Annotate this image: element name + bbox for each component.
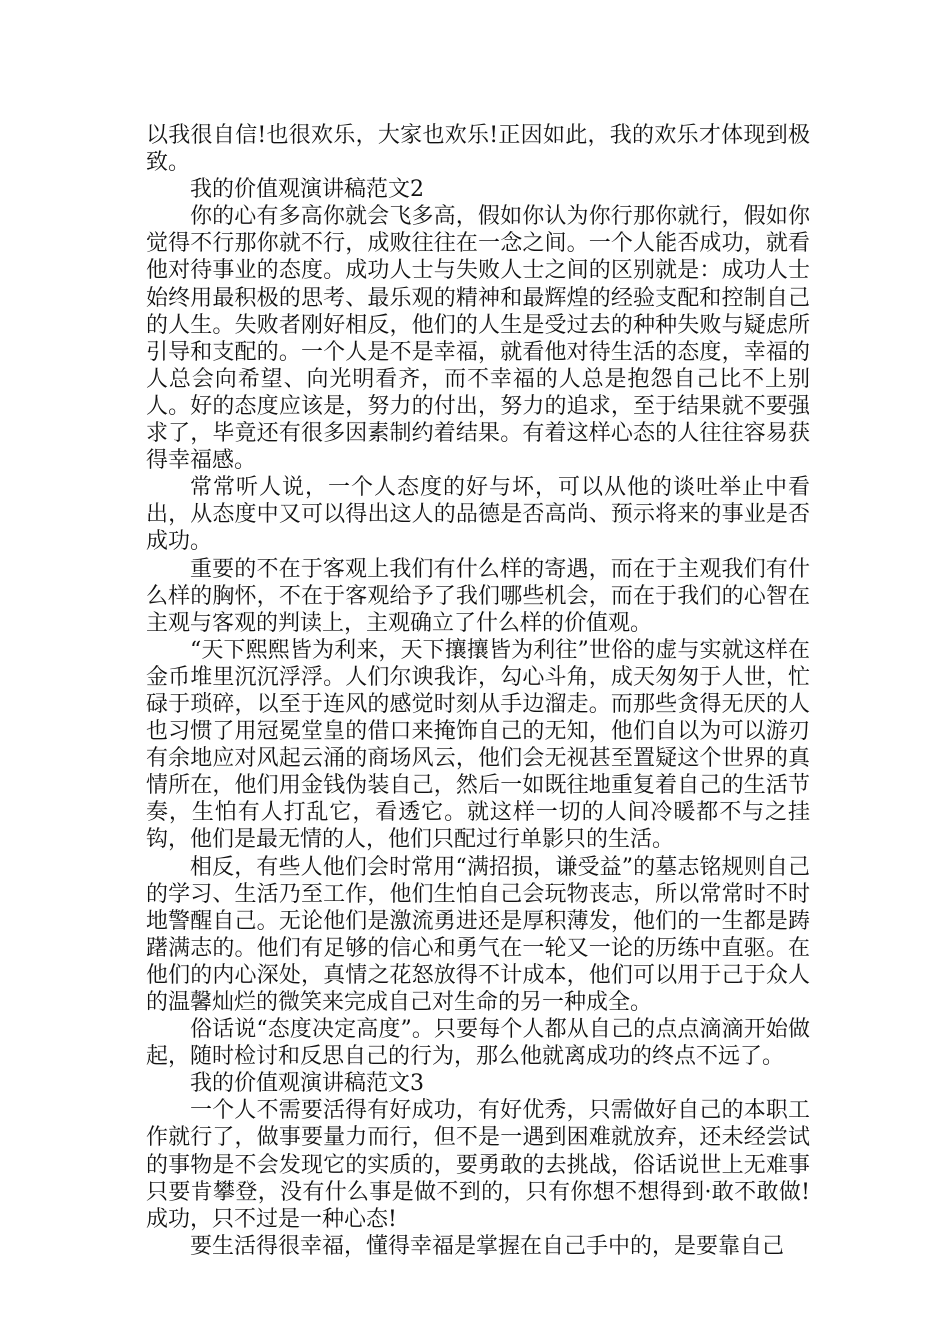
paragraph: 相反，有些人他们会时常用“满招损，谦受益”的墓志铭规则自己的学习、生活乃至工作，他们生怕自己会玩物丧志，所以常常时不时地警醒自己。无论他们是激流勇进还是厚积薄发，他们的一生都是踌躇满志的。他们有足够的信心和勇气在一轮又一论的历练中直驱。在他们的内心深处，真情之花怒放得不计成本，他们可以用于己于众人的温馨灿烂的微笑来完成自己对生命的另一种成全。 (146, 854, 810, 1015)
document-body (146, 122, 810, 1260)
paragraph-continued: 以我很自信!也很欢乐，大家也欢乐!正因如此，我的欢乐才体现到极致。 (146, 123, 810, 176)
paragraph: 要生活得很幸福，懂得幸福是掌握在自己手中的，是要靠自己 (190, 1233, 785, 1259)
paragraph: 常常听人说，一个人态度的好与坏，可以从他的谈吐举止中看出，从态度中又可以得出这人的品德是否高尚、预示将来的事业是否成功。 (146, 475, 810, 555)
paragraph: 一个人不需要活得有好成功，有好优秀，只需做好自己的本职工作就行了，做事要量力而行，但不是一遇到困难就放弃，还未经尝试的事物是不会发现它的实质的，要勇敢的去挑战，俗话说世上无难事只要肯攀登，没有什么事是做不到的，只有你想不想得到·敢不敢做!成功，只不过是一种心态! (146, 1098, 810, 1232)
section-heading: 我的价值观演讲稿范文2 (190, 177, 424, 203)
paragraph: “天下熙熙皆为利来，天下攘攘皆为利往”世俗的虚与实就这样在金币堆里沉沉浮浮。人们尔谀我诈，勾心斗角，成天匆匆于人世，忙碌于琐碎，以至于连风的感觉时刻从手边溜走。而那些贪得无厌的人也习惯了用冠冕堂皇的借口来掩饰自己的无知，他们自以为可以游刃有余地应对风起云涌的商场风云，他们会无视甚至置疑这个世界的真情所在，他们用金钱伪装自己，然后一如既往地重复着自己的生活节奏，生怕有人打乱它，看透它。就这样一切的人间冷暖都不与之挂钩，他们是最无情的人，他们只配过行单影只的生活。 (146, 637, 810, 853)
paragraph: 俗话说“态度决定高度”。只要每个人都从自己的点点滴滴开始做起，随时检讨和反思自己的行为，那么他就离成功的终点不远了。 (146, 1017, 810, 1070)
paragraph: 重要的不在于客观上我们有什么样的寄遇，而在于主观我们有什么样的胸怀，不在于客观给予了我们哪些机会，而在于我们的心智在主观与客观的判读上，主观确立了什么样的价值观。 (146, 556, 810, 636)
section-heading: 我的价值观演讲稿范文3 (190, 1071, 424, 1097)
paragraph: 你的心有多高你就会飞多高，假如你认为你行那你就行，假如你觉得不行那你就不行，成败往往在一念之间。一个人能否成功，就看他对待事业的态度。成功人士与失败人士之间的区别就是：成功人士始终用最积极的思考、最乐观的精神和最辉煌的经验支配和控制自己的人生。失败者刚好相反，他们的人生是受过去的种种失败与疑虑所引导和支配的。一个人是不是幸福，就看他对待生活的态度，幸福的人总会向希望、向光明看齐，而不幸福的人总是抱怨自己比不上别人。好的态度应该是，努力的付出，努力的追求，至于结果就不要强求了，毕竟还有很多因素制约着结果。有着这样心态的人往往容易获得幸福感。 (146, 204, 810, 474)
